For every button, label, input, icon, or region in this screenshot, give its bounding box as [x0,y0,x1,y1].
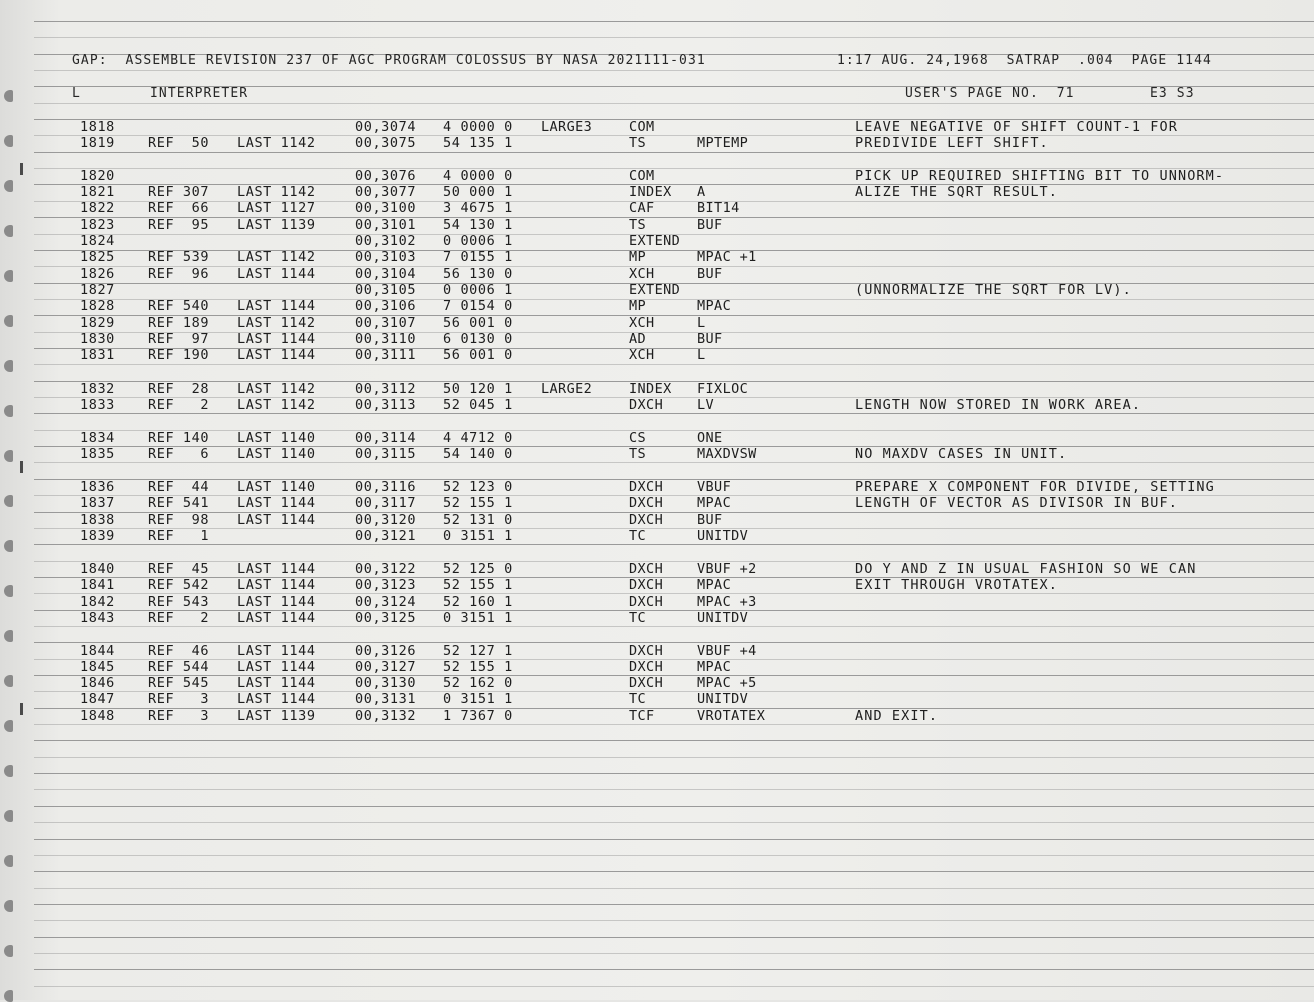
address: 00,3113 [355,397,417,413]
feed-hole [4,225,13,237]
ref-count: REF 3 [148,691,210,707]
opcode: XCH [629,347,655,363]
address: 00,3110 [355,331,417,347]
line-number: 1843 [80,610,115,626]
last-ref: LAST 1140 [237,479,316,495]
ref-count: REF 3 [148,708,210,724]
ref-count: REF 44 [148,479,210,495]
feed-hole [4,765,13,777]
opcode: MP [629,249,647,265]
opcode: TC [629,610,647,626]
opcode: XCH [629,266,655,282]
opcode: TS [629,217,647,233]
address: 00,3122 [355,561,417,577]
feed-hole [4,270,13,282]
line-number: 1832 [80,381,115,397]
ref-count: REF 189 [148,315,210,331]
feed-hole [4,135,13,147]
feed-hole [4,180,13,192]
address: 00,3130 [355,675,417,691]
comment: LEAVE NEGATIVE OF SHIFT COUNT-1 FOR [855,119,1178,135]
comment: AND EXIT. [855,708,939,724]
ref-count: REF 539 [148,249,210,265]
feed-hole [4,585,13,597]
feed-hole [4,360,13,372]
address: 00,3123 [355,577,417,593]
address: 00,3075 [355,135,417,151]
opcode: DXCH [629,675,664,691]
address: 00,3115 [355,446,417,462]
last-ref: LAST 1144 [237,298,316,314]
last-ref: LAST 1139 [237,708,316,724]
feed-hole [4,720,13,732]
opcode: CAF [629,200,655,216]
feed-hole [4,315,13,327]
operand: ONE [697,430,723,446]
address: 00,3102 [355,233,417,249]
operand: MAXDVSW [697,446,757,462]
feed-hole [4,90,13,102]
line-number: 1824 [80,233,115,249]
opcode: EXTEND [629,233,681,249]
octal-word: 4 0000 0 [443,119,513,135]
line-number: 1840 [80,561,115,577]
address: 00,3112 [355,381,417,397]
line-number: 1825 [80,249,115,265]
address: 00,3121 [355,528,417,544]
operand: BUF [697,266,723,282]
ref-count: REF 45 [148,561,210,577]
line-number: 1827 [80,282,115,298]
comment: DO Y AND Z IN USUAL FASHION SO WE CAN [855,561,1197,577]
last-ref: LAST 1144 [237,643,316,659]
last-ref: LAST 1144 [237,659,316,675]
operand: UNITDV [697,610,749,626]
opcode: INDEX [629,184,672,200]
address: 00,3106 [355,298,417,314]
address: 00,3105 [355,282,417,298]
ref-count: REF 2 [148,397,210,413]
line-number: 1822 [80,200,115,216]
last-ref: LAST 1144 [237,675,316,691]
opcode: CS [629,430,647,446]
feed-hole [4,540,13,552]
octal-word: 4 0000 0 [443,168,513,184]
octal-word: 56 001 0 [443,315,513,331]
address: 00,3127 [355,659,417,675]
opcode: DXCH [629,561,664,577]
octal-word: 0 3151 1 [443,610,513,626]
address: 00,3101 [355,217,417,233]
header-title: GAP: ASSEMBLE REVISION 237 OF AGC PROGRAM COLOSSUS BY NASA 2021111-031 [72,53,706,68]
address: 00,3126 [355,643,417,659]
ref-count: REF 542 [148,577,210,593]
ref-count: REF 28 [148,381,210,397]
address: 00,3117 [355,495,417,511]
last-ref: LAST 1142 [237,249,316,265]
ref-count: REF 543 [148,594,210,610]
feed-hole [4,630,13,642]
octal-word: 50 120 1 [443,381,513,397]
line-number: 1819 [80,135,115,151]
last-ref: LAST 1144 [237,691,316,707]
label: LARGE3 [541,119,593,135]
operand: L [697,347,706,363]
octal-word: 54 140 0 [443,446,513,462]
line-number: 1831 [80,347,115,363]
ref-count: REF 2 [148,610,210,626]
opcode: DXCH [629,495,664,511]
line-number: 1834 [80,430,115,446]
operand: MPTEMP [697,135,749,151]
octal-word: 3 4675 1 [443,200,513,216]
address: 00,3116 [355,479,417,495]
comment: PREPARE X COMPONENT FOR DIVIDE, SETTING [855,479,1215,495]
last-ref: LAST 1144 [237,577,316,593]
line-number: 1821 [80,184,115,200]
octal-word: 56 001 0 [443,347,513,363]
comment: LENGTH OF VECTOR AS DIVISOR IN BUF. [855,495,1178,511]
octal-word: 0 3151 1 [443,691,513,707]
address: 00,3104 [355,266,417,282]
opcode: TC [629,691,647,707]
operand: UNITDV [697,528,749,544]
octal-word: 0 0006 1 [443,233,513,249]
address: 00,3114 [355,430,417,446]
octal-word: 7 0154 0 [443,298,513,314]
last-ref: LAST 1144 [237,594,316,610]
ref-count: REF 307 [148,184,210,200]
line-number: 1847 [80,691,115,707]
margin-mark [20,461,23,473]
last-ref: LAST 1142 [237,135,316,151]
last-ref: LAST 1142 [237,184,316,200]
opcode: DXCH [629,643,664,659]
line-number: 1818 [80,119,115,135]
octal-word: 52 127 1 [443,643,513,659]
line-number: 1830 [80,331,115,347]
octal-word: 52 123 0 [443,479,513,495]
last-ref: LAST 1142 [237,381,316,397]
opcode: COM [629,168,655,184]
line-number: 1826 [80,266,115,282]
ref-count: REF 140 [148,430,210,446]
operand: BUF [697,331,723,347]
line-number: 1838 [80,512,115,528]
last-ref: LAST 1144 [237,347,316,363]
address: 00,3100 [355,200,417,216]
address: 00,3125 [355,610,417,626]
octal-word: 0 0006 1 [443,282,513,298]
ref-count: REF 545 [148,675,210,691]
comment: PREDIVIDE LEFT SHIFT. [855,135,1049,151]
opcode: INDEX [629,381,672,397]
operand: BUF [697,512,723,528]
line-number: 1833 [80,397,115,413]
operand: MPAC [697,298,732,314]
operand: LV [697,397,715,413]
last-ref: LAST 1142 [237,397,316,413]
comment: EXIT THROUGH VROTATEX. [855,577,1059,593]
margin-mark [20,703,23,715]
comment: PICK UP REQUIRED SHIFTING BIT TO UNNORM- [855,168,1225,184]
operand: MPAC [697,495,732,511]
octal-word: 4 4712 0 [443,430,513,446]
line-number: 1845 [80,659,115,675]
ref-count: REF 1 [148,528,210,544]
address: 00,3076 [355,168,417,184]
address: 00,3074 [355,119,417,135]
opcode: DXCH [629,479,664,495]
octal-word: 52 160 1 [443,594,513,610]
address: 00,3111 [355,347,417,363]
line-number: 1842 [80,594,115,610]
margin-mark [20,163,23,175]
line-number: 1839 [80,528,115,544]
operand: MPAC [697,659,732,675]
header-section-name: INTERPRETER [150,86,249,101]
header-users-page: USER'S PAGE NO. 71 [905,86,1075,101]
ref-count: REF 66 [148,200,210,216]
line-number: 1828 [80,298,115,314]
feed-hole [4,675,13,687]
ref-count: REF 97 [148,331,210,347]
octal-word: 52 155 1 [443,495,513,511]
opcode: TC [629,528,647,544]
octal-word: 50 000 1 [443,184,513,200]
address: 00,3103 [355,249,417,265]
ref-count: REF 95 [148,217,210,233]
last-ref: LAST 1144 [237,512,316,528]
operand: BIT14 [697,200,740,216]
feed-hole [4,990,13,1002]
operand: MPAC +3 [697,594,757,610]
feed-hole [4,405,13,417]
opcode: TS [629,135,647,151]
operand: VBUF +4 [697,643,757,659]
address: 00,3124 [355,594,417,610]
opcode: EXTEND [629,282,681,298]
ref-count: REF 50 [148,135,210,151]
last-ref: LAST 1144 [237,495,316,511]
octal-word: 52 155 1 [443,577,513,593]
opcode: COM [629,119,655,135]
last-ref: LAST 1140 [237,430,316,446]
operand: BUF [697,217,723,233]
address: 00,3132 [355,708,417,724]
address: 00,3120 [355,512,417,528]
ref-count: REF 96 [148,266,210,282]
comment: NO MAXDV CASES IN UNIT. [855,446,1068,462]
line-number: 1841 [80,577,115,593]
header-log-section-letter: L [72,86,81,101]
last-ref: LAST 1144 [237,266,316,282]
feed-hole [4,900,13,912]
address: 00,3077 [355,184,417,200]
opcode: TCF [629,708,655,724]
line-number: 1844 [80,643,115,659]
opcode: DXCH [629,512,664,528]
octal-word: 52 125 0 [443,561,513,577]
feed-hole [4,810,13,822]
feed-hole [4,855,13,867]
operand: MPAC +5 [697,675,757,691]
ref-count: REF 190 [148,347,210,363]
octal-word: 52 162 0 [443,675,513,691]
last-ref: LAST 1139 [237,217,316,233]
address: 00,3131 [355,691,417,707]
ref-count: REF 98 [148,512,210,528]
last-ref: LAST 1144 [237,610,316,626]
ref-count: REF 541 [148,495,210,511]
operand: MPAC +1 [697,249,757,265]
opcode: MP [629,298,647,314]
line-number: 1848 [80,708,115,724]
label: LARGE2 [541,381,593,397]
last-ref: LAST 1142 [237,315,316,331]
comment: LENGTH NOW STORED IN WORK AREA. [855,397,1142,413]
opcode: DXCH [629,397,664,413]
octal-word: 56 130 0 [443,266,513,282]
comment: ALIZE THE SQRT RESULT. [855,184,1059,200]
ref-count: REF 6 [148,446,210,462]
ref-count: REF 540 [148,298,210,314]
opcode: AD [629,331,647,347]
operand: UNITDV [697,691,749,707]
last-ref: LAST 1144 [237,331,316,347]
line-number: 1836 [80,479,115,495]
octal-word: 6 0130 0 [443,331,513,347]
ref-count: REF 46 [148,643,210,659]
last-ref: LAST 1140 [237,446,316,462]
octal-word: 1 7367 0 [443,708,513,724]
line-number: 1835 [80,446,115,462]
last-ref: LAST 1127 [237,200,316,216]
last-ref: LAST 1144 [237,561,316,577]
octal-word: 0 3151 1 [443,528,513,544]
octal-word: 52 045 1 [443,397,513,413]
ref-count: REF 544 [148,659,210,675]
line-number: 1829 [80,315,115,331]
octal-word: 54 130 1 [443,217,513,233]
operand: MPAC [697,577,732,593]
octal-word: 52 131 0 [443,512,513,528]
opcode: DXCH [629,659,664,675]
header-timestamp-page: 1:17 AUG. 24,1968 SATRAP .004 PAGE 1144 [837,53,1212,68]
line-number: 1846 [80,675,115,691]
line-number: 1820 [80,168,115,184]
feed-hole [4,945,13,957]
operand: VBUF +2 [697,561,757,577]
feed-hole [4,495,13,507]
operand: L [697,315,706,331]
octal-word: 7 0155 1 [443,249,513,265]
address: 00,3107 [355,315,417,331]
line-number: 1837 [80,495,115,511]
operand: VBUF [697,479,732,495]
octal-word: 54 135 1 [443,135,513,151]
octal-word: 52 155 1 [443,659,513,675]
operand: FIXLOC [697,381,749,397]
operand: A [697,184,706,200]
operand: VROTATEX [697,708,766,724]
header-code: E3 S3 [1150,86,1195,101]
line-number: 1823 [80,217,115,233]
opcode: TS [629,446,647,462]
feed-hole [4,450,13,462]
comment: (UNNORMALIZE THE SQRT FOR LV). [855,282,1132,298]
opcode: DXCH [629,594,664,610]
opcode: DXCH [629,577,664,593]
opcode: XCH [629,315,655,331]
